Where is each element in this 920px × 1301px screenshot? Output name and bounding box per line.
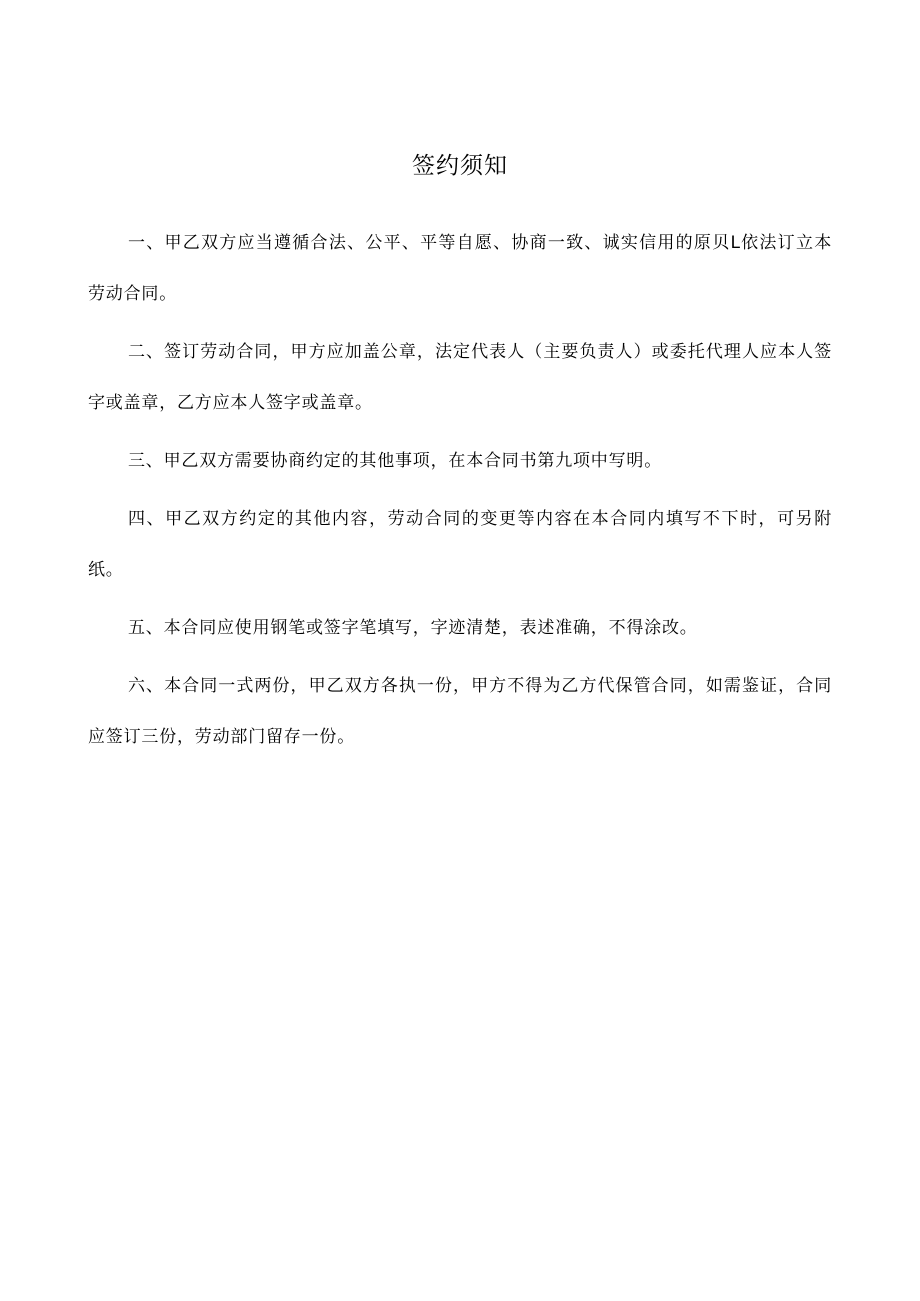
paragraph-5: 五、本合同应使用钢笔或签字笔填写，字迹清楚，表述准确，不得涂改。 — [128, 618, 698, 638]
paragraph-3: 三、甲乙双方需要协商约定的其他事项，在本合同书第九项中写明。 — [128, 451, 662, 471]
document-title: 签约须知 — [412, 153, 508, 179]
paragraph-4: 四、甲乙双方约定的其他内容，劳动合同的变更等内容在本合同内填写不下时，可另附纸。 — [88, 509, 832, 580]
document-body — [88, 218, 832, 770]
paragraph-6: 六、本合同一式两份，甲乙双方各执一份，甲方不得为乙方代保管合同，如需鉴证，合同应签订三份，劳动部门留存一份。 — [88, 676, 832, 747]
paragraph-1: 一、甲乙双方应当遵循合法、公平、平等自愿、协商一致、诚实信用的原贝L依法订立本劳动合同。 — [88, 233, 832, 304]
paragraph-2: 二、签订劳动合同，甲方应加盖公章，法定代表人（主要负责人）或委托代理人应本人签字或盖章，乙方应本人签字或盖章。 — [88, 342, 832, 413]
